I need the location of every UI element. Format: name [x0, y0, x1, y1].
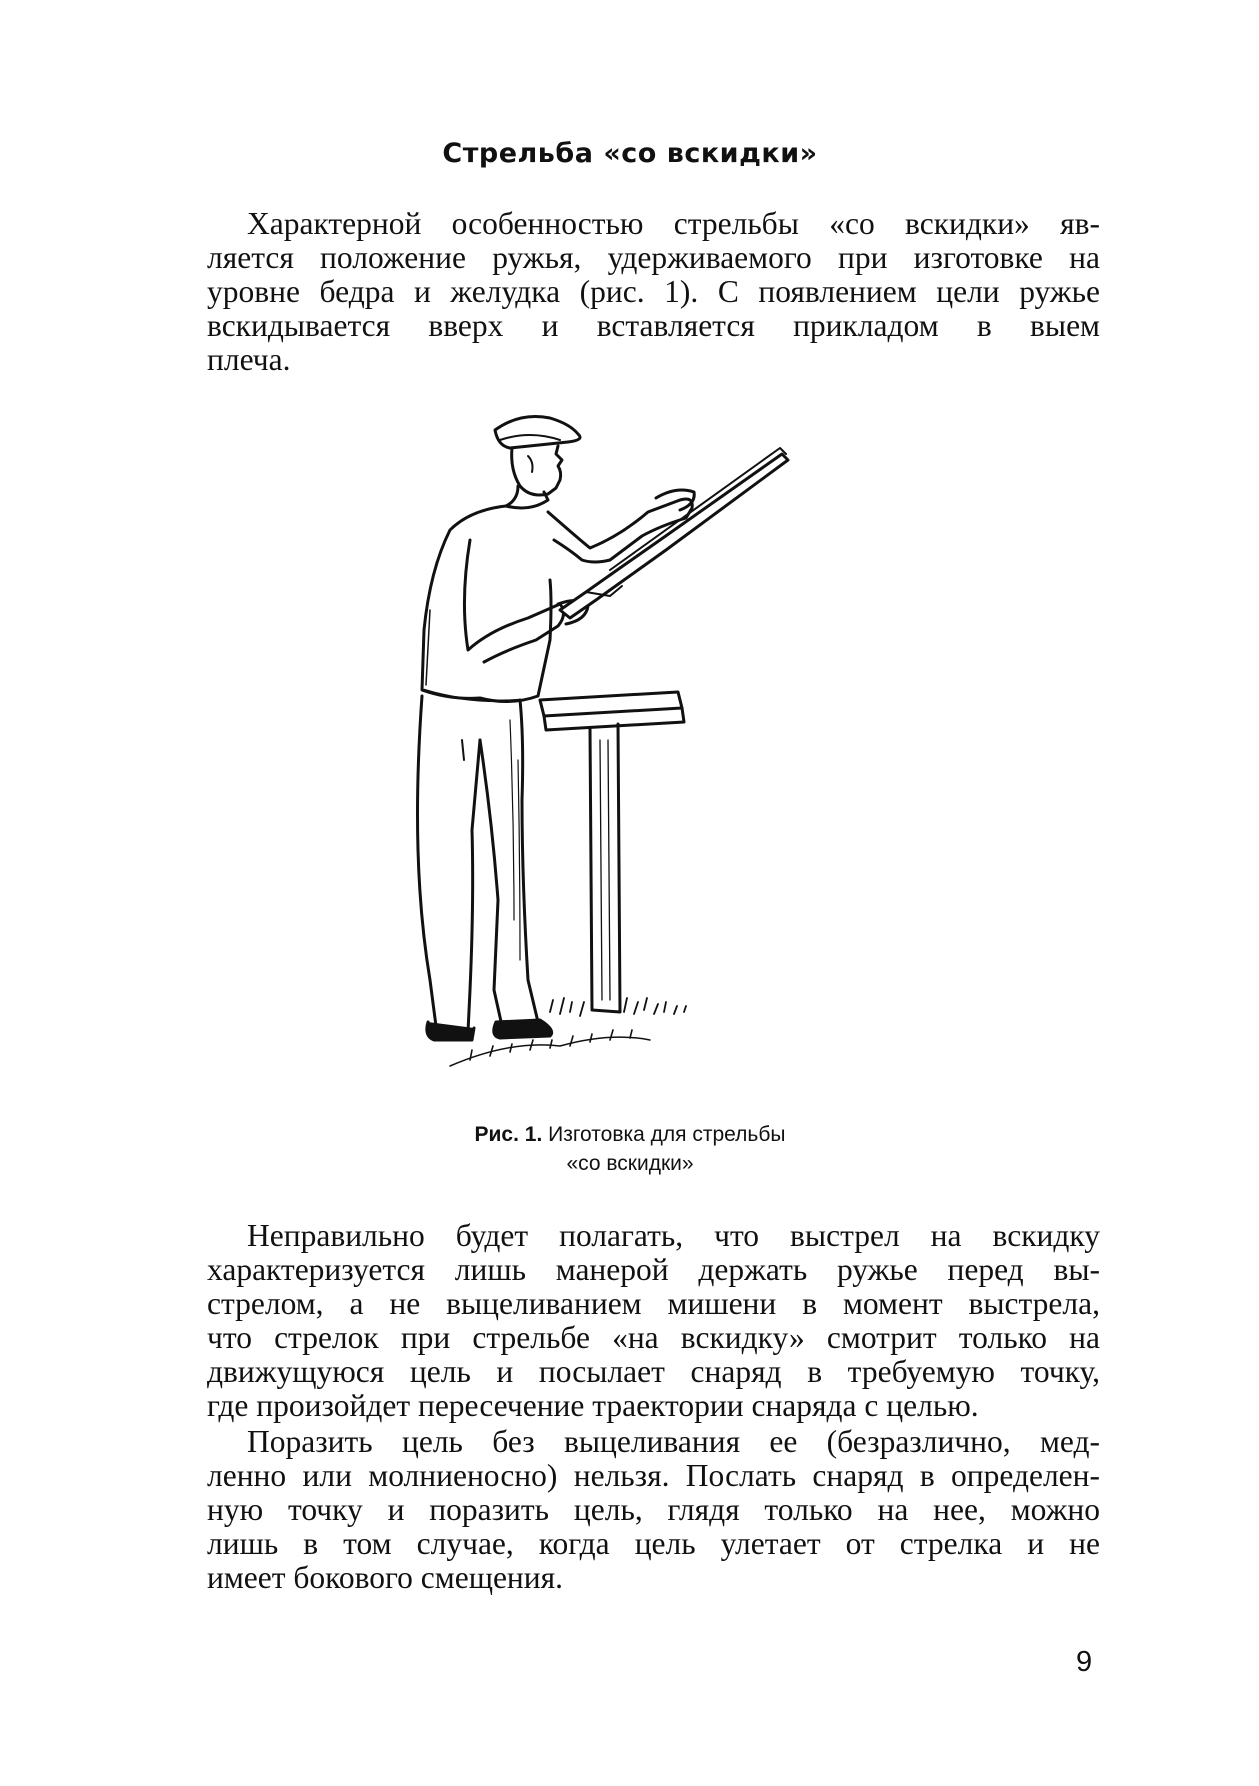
text-line: ную точку и поразить цель, глядя только на нее, можно	[207, 1492, 1100, 1527]
text-line: где произойдет пересечение траектории снаряда с целью.	[207, 1388, 979, 1423]
page-number: 9	[1076, 1646, 1093, 1678]
paragraph-misconception	[207, 1219, 1100, 1423]
text-line: стрелом, а не выцеливанием мишени в момент выстрела,	[207, 1286, 1100, 1321]
table-leg	[590, 724, 620, 1012]
shooter-drawing	[410, 400, 910, 1120]
text-line: вскидывается вверх и вставляется прикладом в выем	[207, 308, 1100, 343]
paragraph-conclusion	[207, 1425, 1100, 1595]
text-line: характеризуется лишь манерой держать ружье перед вы-	[207, 1252, 1100, 1287]
cap-shape	[495, 417, 580, 449]
text-line: движущуюся цель и посылает снаряд в требуемую точку,	[207, 1354, 1100, 1389]
caption-text-1: Изготовка для стрельбы	[548, 1123, 786, 1146]
right-shoe	[494, 1020, 552, 1038]
trousers-left	[418, 696, 481, 1032]
text-line: Поразить цель без выцеливания ее (безразлично, мед-	[247, 1424, 1100, 1459]
table-top	[540, 692, 682, 716]
text-line: что стрелок при стрельбе «на вскидку» смотрит только на	[207, 1320, 1100, 1355]
text-line: ляется положение ружья, удерживаемого при изготовке на	[207, 240, 1100, 275]
caption-text-2: «со вскидки»	[566, 1152, 694, 1175]
paragraph-intro	[207, 207, 1100, 377]
text-line: лишь в том случае, когда цель улетает от стрелка и не	[207, 1526, 1100, 1561]
text-line: Неправильно будет полагать, что выстрел на вскидку	[247, 1218, 1100, 1253]
text-line: Характерной особенностью стрельбы «со вскидки» яв-	[247, 206, 1100, 241]
torso-outline	[422, 506, 551, 702]
text-line: ленно или молниеносно) нельзя. Послать снаряд в определен-	[207, 1458, 1100, 1493]
figure-shooter-illustration	[410, 400, 910, 1120]
grass	[410, 998, 686, 1020]
figure-caption	[380, 1120, 880, 1178]
right-arm	[548, 499, 692, 562]
text-line: имеет бокового смещения.	[207, 1560, 564, 1595]
section-title: Стрельба «со вскидки»	[442, 138, 818, 169]
figure-number: Рис. 1.	[474, 1123, 543, 1146]
text-line: уровне бедра и желудка (рис. 1). С появлением цели ружье	[207, 274, 1100, 309]
trousers-right	[480, 700, 538, 1026]
text-line: плеча.	[207, 342, 291, 377]
